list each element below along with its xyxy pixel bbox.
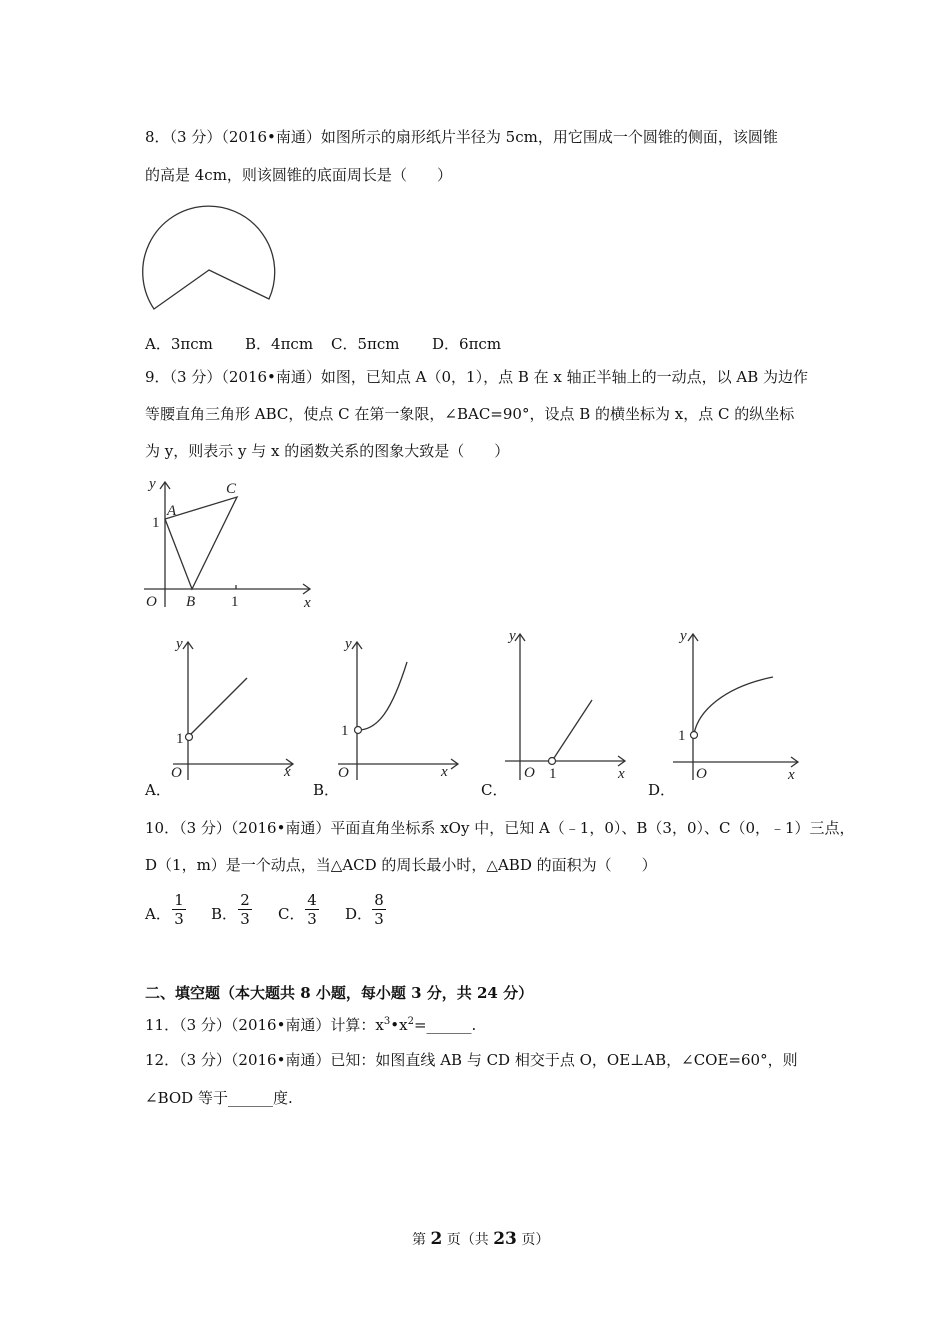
q9-text-line3: 为 y，则表示 y 与 x 的函数关系的图象大致是（ ） [145,442,510,460]
graph-a-y-label: y [176,636,183,652]
footer-page-number: 2 [430,1229,443,1249]
graph-a-tick-1: 1 [176,731,184,747]
fig-point-a-label: A [167,503,177,519]
graph-option-a [165,630,305,780]
graph-c-tick-1: 1 [549,766,557,782]
graph-option-d [668,622,813,782]
q8-option-d: D．6πcm [432,335,502,353]
q10-option-b-num: 2 [238,891,252,910]
q10-text-line1: 10．（3 分）（2016•南通）平面直角坐标系 xOy 中，已知 A（﹣1，0）、B（3，0）、C（0，﹣1）三点， [145,819,855,837]
footer-pre: 第 [412,1232,426,1248]
fig-y-label: y [149,476,156,492]
triangle-coordinate-figure [140,472,320,612]
q10-option-c-den: 3 [307,910,317,928]
q9-text-line1: 9．（3 分）（2016•南通）如图，已知点 A（0，1），点 B 在 x 轴正半轴上的一动点，以 AB 为边作 [145,368,809,386]
section-2-title: 二、填空题（本大题共 8 小题，每小题 3 分，共 24 分） [145,984,534,1002]
graph-option-b [330,630,470,780]
graph-a-x-label: x [284,764,291,780]
q11-text [145,1015,476,1035]
q9-text-line2: 等腰直角三角形 ABC，使点 C 在第一象限，∠BAC=90°，设点 B 的横坐标为 x，点 C 的纵坐标 [145,405,795,423]
q12-text-line2: ∠BOD 等于______度. [145,1089,293,1107]
graph-d-tick-1: 1 [678,728,686,744]
q11-suffix: =______. [413,1016,477,1034]
q11-exp2: 2 [407,1016,414,1027]
q8-option-b: B．4πcm [245,335,314,353]
q11-exp1: 3 [383,1016,391,1027]
graph-b-y-label: y [345,636,352,652]
q12-text-line1: 12．（3 分）（2016•南通）已知：如图直线 AB 与 CD 相交于点 O，OE⊥AB，∠COE=60°，则 [145,1051,798,1069]
q10-text-line2: D（1，m）是一个动点，当△ACD 的周长最小时，△ABD 的面积为（ ） [145,856,657,874]
q8-option-a: A．3πcm [145,335,213,353]
q10-option-a-fraction [172,891,186,928]
fig-x-label: x [304,595,311,611]
sector-figure [138,196,288,316]
footer-post: 页） [521,1232,550,1248]
q10-option-c-num: 4 [305,891,319,910]
q11-mid: •x [390,1016,408,1034]
q9-option-d: D． [648,781,676,799]
q9-option-c: C． [481,781,508,799]
q9-option-a: A． [145,781,171,799]
graph-b-x-label: x [441,764,448,780]
q10-option-d-den: 3 [374,910,384,928]
q10-option-c-label: C． [278,905,305,923]
graph-c-y-label: y [509,628,516,644]
q10-option-c-fraction [305,891,319,928]
q10-option-a-num: 1 [172,891,186,910]
graph-d-y-label: y [680,628,687,644]
q11-prefix: 11．（3 分）（2016•南通）计算：x [145,1016,384,1034]
footer-mid: 页（共 [446,1232,489,1248]
graph-option-c [500,622,640,782]
q10-option-a-den: 3 [174,910,184,928]
graph-c-x-label: x [618,766,625,782]
q10-option-b-fraction [238,891,252,928]
graph-b-origin: O [338,765,349,780]
graph-c-origin: O [524,765,535,781]
q10-option-b-label: B． [211,905,238,923]
q10-option-d-fraction [372,891,386,928]
fig-point-b-label: B [186,594,196,610]
fig-y-tick-1: 1 [152,515,160,531]
graph-b-tick-1: 1 [341,723,349,739]
fig-point-c-label: C [226,481,237,497]
q10-option-d-label: D． [345,905,373,923]
q8-text-line1: 8．（3 分）（2016•南通）如图所示的扇形纸片半径为 5cm，用它围成一个圆锥的侧面，该圆锥 [145,128,778,146]
fig-x-tick-1: 1 [231,594,239,610]
fig-origin-label: O [146,594,157,610]
footer-total-pages: 23 [493,1229,517,1249]
graph-d-origin: O [696,766,707,782]
q10-option-b-den: 3 [240,910,250,928]
q8-option-c: C．5πcm [331,335,400,353]
q10-option-a-label: A． [145,905,171,923]
q10-option-d-num: 8 [372,891,386,910]
page-footer [412,1229,549,1249]
graph-d-x-label: x [788,767,795,782]
q9-option-b: B． [313,781,340,799]
q8-text-line2: 的高是 4cm，则该圆锥的底面周长是（ ） [145,166,452,184]
graph-a-origin: O [171,765,182,780]
